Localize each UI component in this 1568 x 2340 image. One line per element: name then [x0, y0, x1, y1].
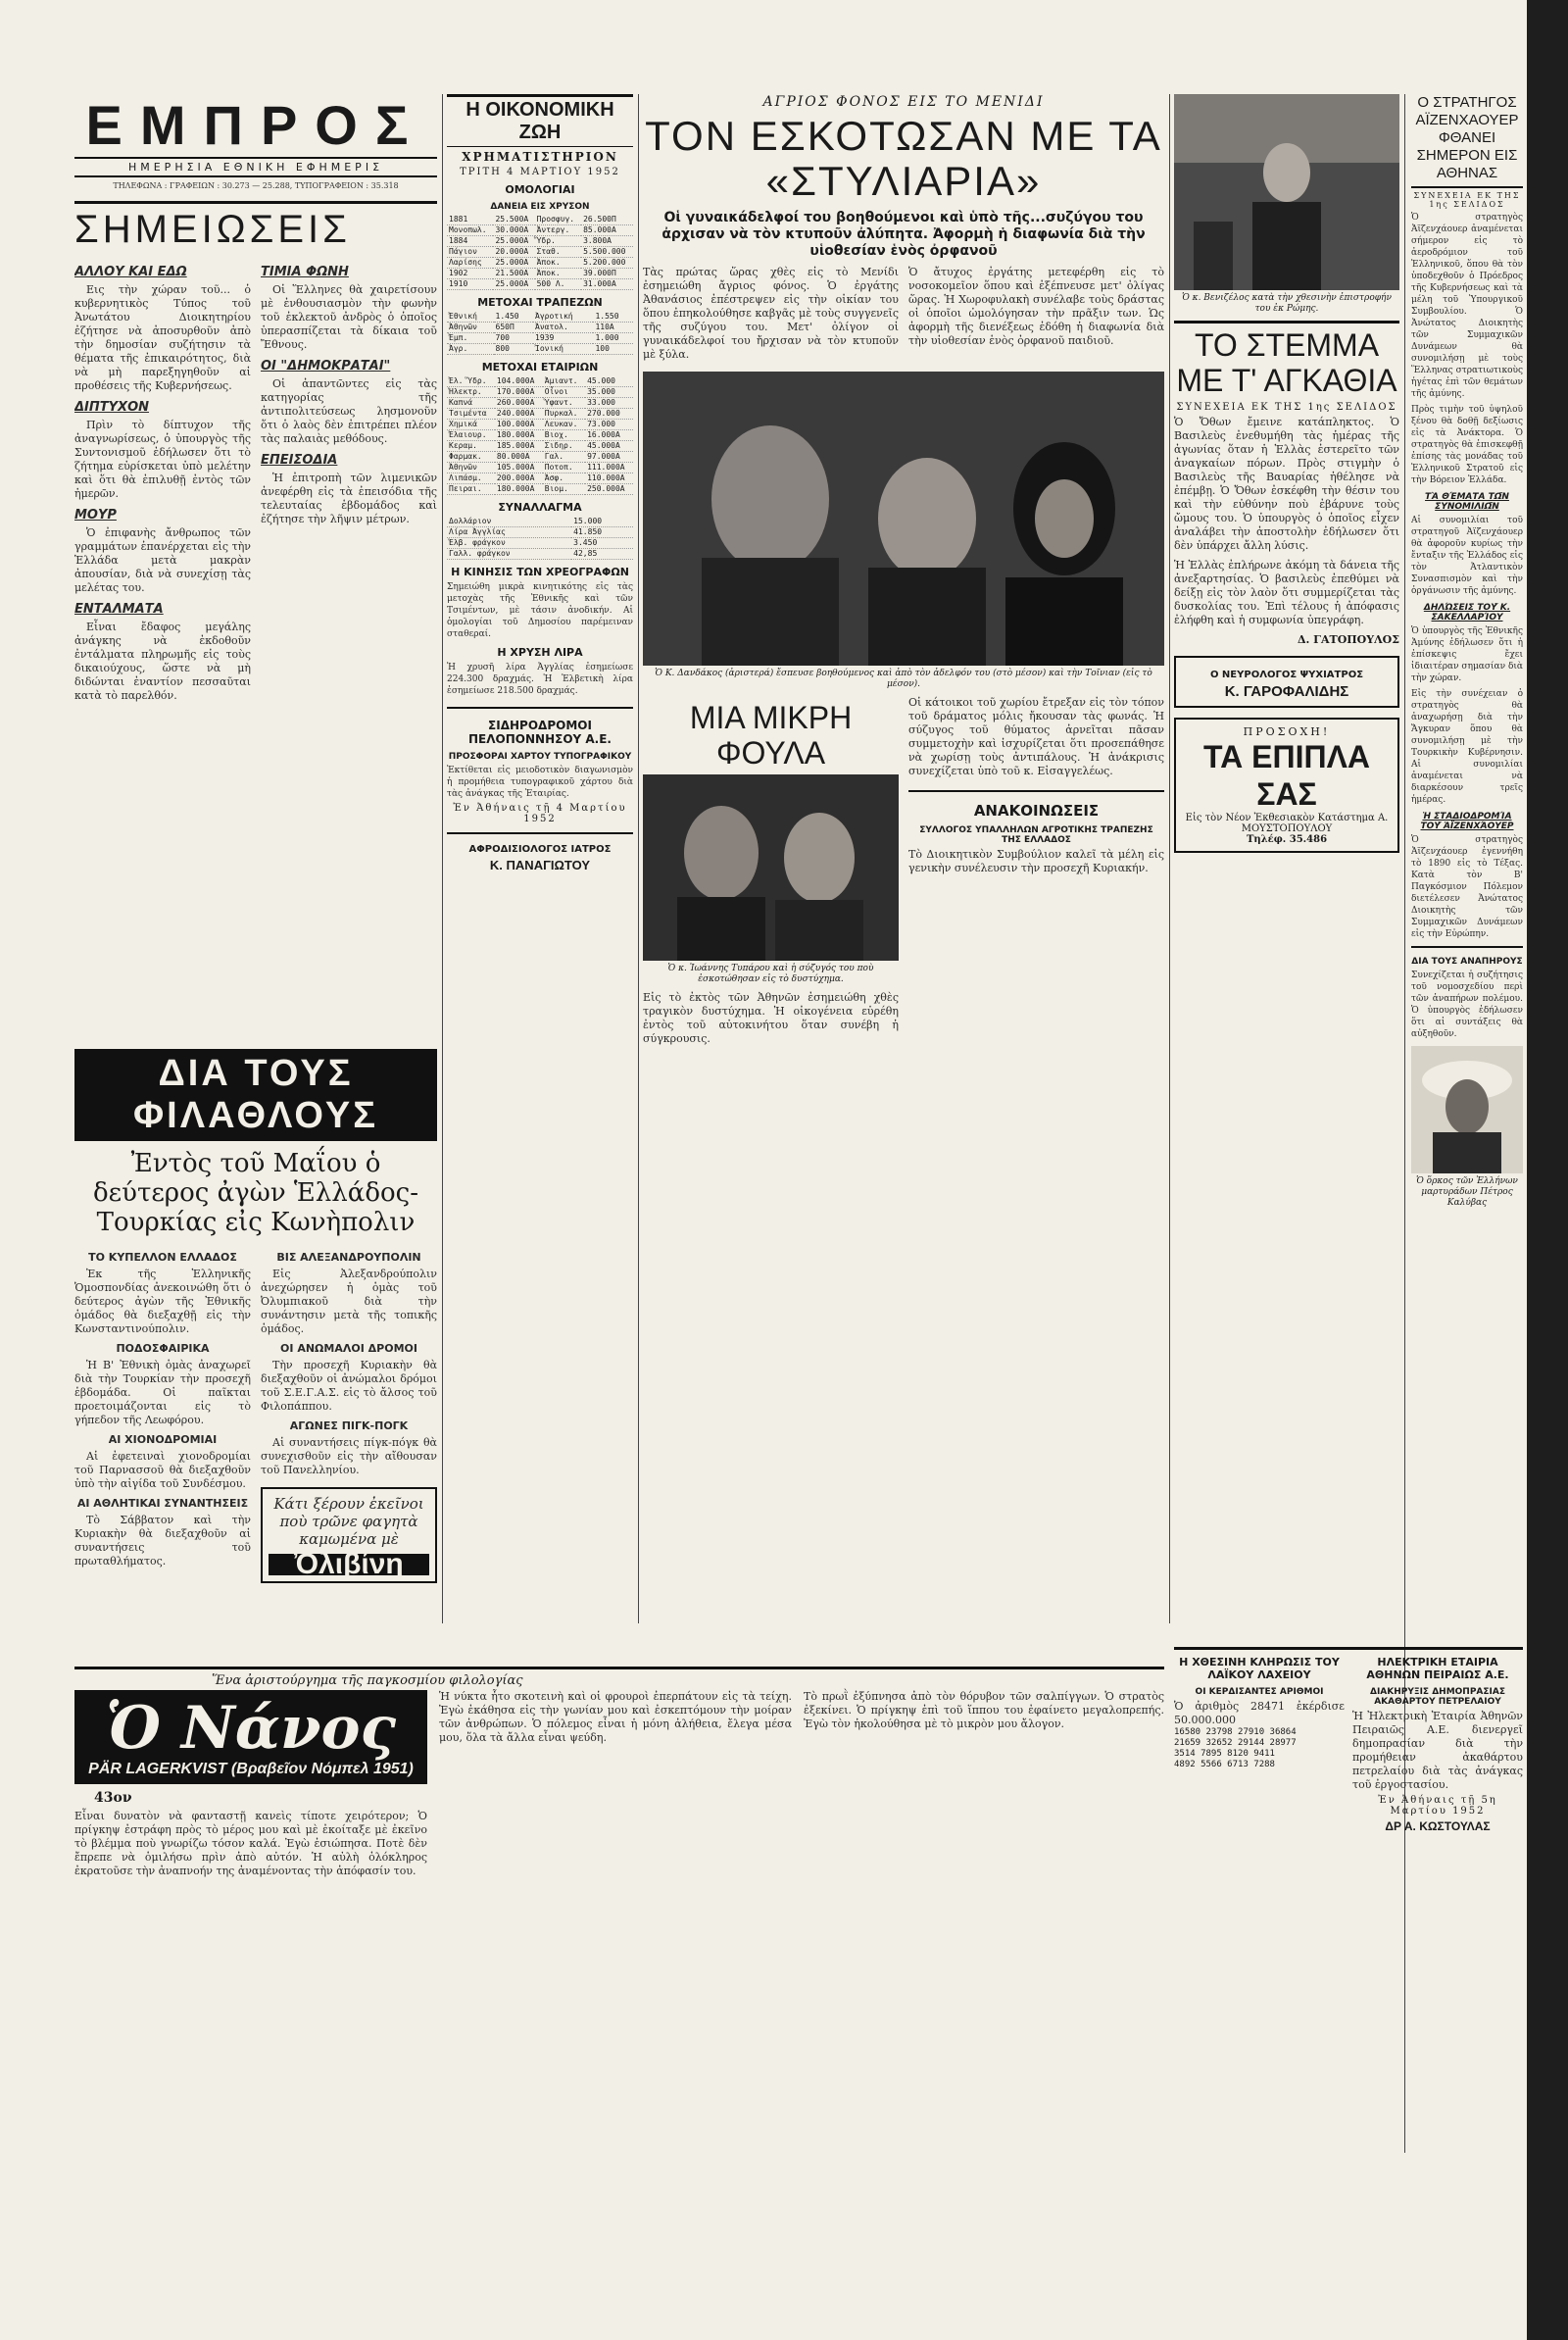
notes-column-1: [74, 258, 251, 708]
notes-head-3: ΜΟΥΡ: [74, 508, 117, 523]
notes-col2-text-3: Ἡ ἐπιτροπὴ τῶν λιμενικῶν ἀνεφέρθη εἰς τὰ ἐπεισόδια τῆς τελευταίας ἑβδομάδος καὶ ἐζήτησε τὴν λῆψιν μέτρων.: [261, 472, 437, 525]
flight-caption: Ὁ κ. Ἰωάννης Τυπάρου καὶ ἡ σύζυγός του ποὺ ἐσκοτώθησαν εἰς τὸ δυστύχημα.: [667, 964, 874, 984]
crown-text-2: Ἡ Ἑλλὰς ἐπλήρωνε ἀκόμη τὰ δάνεια τῆς ἀνεξαρτησίας. Ὁ βασιλεὺς ἐπεθύμει νὰ δείξῃ εἰς τὸν λαὸν ὅτι συμμερίζεται τὰς δυσκολίας του. Ἐπὶ τέλους ἡ ἀπόφασις ἐλήφθη καὶ ἡ συμφωνία ὑπεγράφη.: [1174, 559, 1399, 626]
nanos-author: PÄR LAGERKVIST (Βραβεῖον Νόμπελ 1951): [88, 1761, 414, 1777]
sports-column-1: [74, 1245, 251, 1583]
crime-photo: [643, 372, 1164, 666]
sports-head-2: ΠΟΔΟΣΦΑΙΡΙΚΑ: [116, 1342, 210, 1355]
sports-col2-text-2: Τὴν προσεχῆ Κυριακὴν θὰ διεξαχθοῦν οἱ ἀνώμαλοι δρόμοι τοῦ Σ.Ε.Γ.Α.Σ. εἰς τὸ ἄλσος τοῦ Φιλοπάππου.: [261, 1359, 437, 1413]
notes-column-2: [261, 258, 437, 708]
crime-text-2: Ὁ ἄτυχος ἐργάτης μετεφέρθη εἰς τὸ νοσοκομεῖον ὅπου καὶ ἐξέπνευσε μετ' ὀλίγας ὥρας. Ἡ Χωροφυλακὴ συνέλαβε τοὺς δράστας οἱ ὁποῖοι ὡμολόγησαν τὴν πρᾶξιν των. Ὡς ἀφορμὴ τῆς διενέξεως ἐδόθη ἡ διαφωνία διὰ τὴν υἱοθεσίαν ἑνὸς ὀρφανοῦ παιδιοῦ.: [908, 266, 1164, 347]
notes-col2-text-2: Οἱ ἀπαντῶντες εἰς τὰς κατηγορίας τῆς ἀντιπολιτεύσεως λησμονοῦν ὅτι ὁ λαὸς δὲν ἐπιτρέπει πλέον τὰς παλαιὰς μεθόδους.: [261, 377, 437, 445]
finance-subtitle: ΧΡΗΜΑΤΙΣΤΗΡΙΟΝ: [462, 150, 618, 164]
sports-col2-head-1: ΒΙΣ ΑΛΕΞΑΝΔΡΟΥΠΟΛΙΝ: [276, 1251, 421, 1264]
nanos-text-1: Εἶναι δυνατὸν νὰ φανταστῇ κανεὶς τίποτε χειρότερον; Ὁ πρίγκηψ ἐστράφη πρὸς τὸ μέρος μου καὶ μὲ ἐκοίταξε μὲ ἐκεῖνο τὸ βλέμμα ποὺ γνωρίζω τόσον καλά. Ἐγὼ ἐσιώπησα. Ποτὲ δὲν ἔπρεπε νὰ ὁμιλήσω πρὶν ἀπὸ αὐτόν. Ἡ αὐλὴ ὁλόκληρος ἐκρατοῦσε τὴν ἀναπνοήν της ἀναμένοντας τὴν ἀπόφασίν του.: [74, 1810, 427, 1877]
furniture-text: Εἰς τὸν Νέον Ἐκθεσιακὸν Κατάστημα Α. ΜΟΥΣΤΟΠΟΥΛΟΥ: [1185, 813, 1389, 834]
notes-title: ΣΗΜΕΙΩΣΕΙΣ: [74, 201, 437, 252]
nanos-title: Ὁ Νάνος: [105, 1694, 397, 1763]
left-column-top: [74, 94, 437, 1074]
table-row: Δολλάριον 15.000: [447, 517, 633, 527]
invalids-box: [1411, 946, 1523, 1040]
electric-and-lottery: [1174, 1647, 1523, 2199]
sports-head-4: ΑΙ ΑΘΛΗΤΙΚΑΙ ΣΥΝΑΝΤΗΣΕΙΣ: [76, 1497, 249, 1510]
neurologist-ad: [1174, 656, 1399, 708]
masthead-title: ΕΜΠΡΟΣ: [85, 94, 426, 156]
lottery-row: 3514 7895 8120 9411: [1174, 1749, 1275, 1759]
crown-headline: ΤΟ ΣΤΕΜΜΑ ΜΕ Τ' ΑΓΚΑΘΙΑ: [1174, 321, 1399, 398]
crime-deck: Οἱ γυναικάδελφοί του βοηθούμενοι καὶ ὑπὸ τῆς...συζύγου του ἀρχισαν νὰ τὸν κτυποῦν ἀλύπητα. Ἀφορμὴ ἡ διαφωνία διὰ τὴν υἱοθεσίαν ἑνὸς ὀρφανοῦ: [662, 210, 1146, 259]
notes-text-3: Ὁ ἐπιφανὴς ἄνθρωπος τῶν γραμμάτων ἐπανέρχεται εἰς τὴν Ἑλλάδα μετὰ μακρὰν ἀπουσίαν, διὰ νὰ συνεχίσῃ τὰς μελέτας του.: [74, 526, 251, 594]
eisenhower-text-2: Πρὸς τιμὴν τοῦ ὑψηλοῦ ξένου θὰ δοθῇ δεξίωσις εἰς τὰ Ἀνάκτορα. Ὁ στρατηγὸς θὰ ἐπισκεφθῇ ἐπίσης τὰς μονάδας τοῦ Ἑλληνικοῦ Στρατοῦ εἰς τὴν Βόρειον Ἑλλάδα.: [1411, 405, 1523, 485]
table-row: Ἐλαιουρ. 180.000Α Βιοχ. 16.000Α: [447, 430, 633, 441]
olivini-ad: [261, 1487, 437, 1583]
sports-col2-text-3: Αἱ συναντήσεις πίγκ-πόγκ θὰ συνεχισθοῦν εἰς τὴν αἴθουσαν τοῦ Πανελληνίου.: [261, 1436, 437, 1476]
invalids-text: Συνεχίζεται ἡ συζήτησις τοῦ νομοσχεδίου περὶ τῶν ἀναπήρων πολέμου. Ὁ ὑπουργὸς ἐδήλωσεν ὅτι αἱ συντάξεις θὰ αὐξηθοῦν.: [1411, 971, 1523, 1039]
eisenhower-sub-1: ΤᾺ ΘΈΜΑΤΑ ΤΩ͂Ν ΣΥΝΟΜΙΛΙΩ͂Ν: [1425, 492, 1509, 512]
sports-col2-head-2: ΟΙ ΑΝΩΜΑΛΟΙ ΔΡΟΜΟΙ: [280, 1342, 417, 1355]
finance-column: [447, 94, 633, 1623]
sports-col2-head-3: ΑΓΩΝΕΣ ΠΙΓΚ-ΠΟΓΚ: [289, 1419, 409, 1432]
sports-column-2: [261, 1245, 437, 1583]
table-row: Χημικά 100.000Α Λευκαν. 73.000: [447, 420, 633, 430]
table-row: Ἀθηνῶν 650Π Ἀνατολ. 110Α: [447, 323, 633, 333]
finance-section-7: Η ΧΡΥΣΗ ΛΙΡΑ: [497, 646, 583, 659]
lottery-text: Ὁ ἀριθμὸς 28471 ἐκέρδισε 50.000.000: [1174, 1700, 1345, 1726]
notes-col2-text-1: Οἱ Ἕλληνες θὰ χαιρετίσουν μὲ ἐνθουσιασμὸν τὴν φωνὴν τοῦ ἐκλεκτοῦ ἀνδρὸς ὁ ὁποῖος ὑπερασπίζεται τὰ δίκαια τοῦ Ἔθνους.: [261, 283, 437, 351]
announce-title: ΑΝΑΚΟΙΝΩΣΕΙΣ: [973, 802, 1100, 820]
sports-band: ΔΙΑ ΤΟΥΣ ΦΙΛΑΘΛΟΥΣ: [74, 1049, 437, 1141]
crime-headline: ΤΟΝ ΕΣΚΟΤΩΣΑΝ ΜΕ ΤΑ «ΣΤΥΛΙΑΡΙΑ»: [645, 113, 1162, 204]
crime-caption: Ὁ Κ. Δανδάκος (ἀριστερά) ἔσπευσε βοηθούμενος καὶ ἀπὸ τὸν ἀδελφόν του (στὸ μέσον) καὶ τὴν Τοῖνιαν (εἰς τὸ μέσον).: [655, 669, 1152, 689]
table-row: Λιπάσμ. 200.000Α Ἀσφ. 110.000Α: [447, 473, 633, 484]
table-row: 1881 25.500Α Προσφυγ. 26.500Π: [447, 215, 633, 225]
furniture-title: ΤΑ ΕΠΙΠΛΑ ΣΑΣ: [1202, 739, 1371, 812]
announcements: [908, 790, 1164, 875]
finance-section-4: ΜΕΤΟΧΑΙ ΕΤΑΙΡΙΩΝ: [481, 361, 599, 373]
doctor-ad: [447, 832, 633, 872]
nanos-serial: [74, 1667, 1164, 2199]
portrait-caption: Ὁ ὅρκος τῶν Ἑλλήνων μαρτυράδων Πέτρος Καλύβας: [1416, 1176, 1518, 1208]
sports-text-3: Αἱ ἐφετειναὶ χιονοδρομίαι τοῦ Παρνασσοῦ θὰ διεξαχθοῦν ὑπὸ τὴν αἰγίδα τοῦ Συνδέσμου.: [74, 1450, 251, 1490]
flight-text: Εἰς τὸ ἐκτὸς τῶν Ἀθηνῶν ἐσημειώθη χθὲς τραγικὸν δυστύχημα. Ἡ οἰκογένεια εὑρέθη ἐντὸς τοῦ αὐτοκινήτου ὅταν συνέβη ἡ σύγκρουσις.: [643, 991, 899, 1045]
crime-text-1: Τὰς πρώτας ὥρας χθὲς εἰς τὸ Μενίδι ἐσημειώθη ἄγριος φόνος. Ὁ ἐργάτης Ἀθανάσιος ἐπέστρεψεν εἰς τὴν οἰκίαν του ὅπου ἐπηκολούθησε καβγᾶς μὲ τοὺς συγγενεῖς τῆς συζύγου του. Μετ' ὀλίγον οἱ γυναικάδελφοί του ἤρχισαν νὰ τὸν κτυποῦν μὲ ξύλα.: [643, 266, 899, 361]
eisenhower-headline: Ο ΣΤΡΑΤΗΓΟΣ ΑΪΖΕΝΧΑΟΥΕΡ ΦΘΑΝΕΙ ΣΗΜΕΡΟΝ ΕΙΣ ΑΘΗΝΑΣ: [1411, 94, 1523, 188]
table-row: Πάγιον 20.000Α Σταθ. 5.500.000: [447, 247, 633, 258]
doctor-title: ΑΦΡΟΔΙΣΙΟΛΟΓΟΣ ΙΑΤΡΟΣ: [468, 844, 612, 855]
masthead-subtitle: ΗΜΕΡΗΣΙΑ ΕΘΝΙΚΗ ΕΦΗΜΕΡΙΣ: [74, 157, 437, 177]
venizelos-caption: Ὁ κ. Βενιζέλος κατὰ τὴν χθεσινὴν ἐπιστροφήν του ἐκ Ρώμης.: [1182, 293, 1392, 314]
table-row: Καπνά 260.000Α Ὑφαντ. 33.000: [447, 398, 633, 409]
finance-section-6: Η ΚΙΝΗΣΙΣ ΤΩΝ ΧΡΕΟΓΡΑΦΩΝ: [451, 566, 629, 578]
eisenhower-sub2-text: Ὁ ὑπουργὸς τῆς Ἐθνικῆς Ἀμύνης ἐδήλωσεν ὅτι ἡ ἐπίσκεψις ἔχει ἰδιαιτέραν σημασίαν διὰ τὴν χώραν.: [1411, 626, 1523, 683]
masthead-info: ΤΗΛΕΦΩΝΑ : ΓΡΑΦΕΙΩΝ : 30.273 — 25.288, ΤΥΠΟΓΡΑΦΕΙΟΝ : 35.318: [113, 181, 399, 190]
table-row: Ἡλεκτρ. 170.000Α Οἶνοι 35.000: [447, 387, 633, 398]
railway-title: ΣΙΔΗΡΟΔΡΟΜΟΙ ΠΕΛΟΠΟΝΝΗΣΟΥ Α.Ε.: [468, 719, 612, 746]
finance-date: ΤΡΙΤΗ 4 ΜΑΡΤΙΟΥ 1952: [460, 167, 620, 177]
nanos-part: 43ον: [94, 1790, 132, 1806]
bank-shares-table: [447, 312, 633, 355]
electric-title: ΗΛΕΚΤΡΙΚΗ ΕΤΑΙΡΙΑ ΑΘΗΝΩΝ ΠΕΙΡΑΙΩΣ Α.Ε.: [1366, 1656, 1509, 1681]
sports-text-1: Ἐκ τῆς Ἑλληνικῆς Ὁμοσπονδίας ἀνεκοινώθη ὅτι ὁ δεύτερος ἀγὼν τῆς Ἐθνικῆς ὁμάδος θὰ διεξαχθῇ εἰς τὴν Κωνσταντινούπολιν.: [74, 1268, 251, 1335]
flight-headline: ΜΙΑ ΜΙΚΡΗ ΦΟΥΛΑ: [689, 700, 853, 771]
railway-notice: [447, 707, 633, 824]
lottery-row: 4892 5566 6713 7288: [1174, 1760, 1275, 1769]
sports-text-2: Ἡ Β' Ἐθνικὴ ὁμὰς ἀναχωρεῖ διὰ τὴν Τουρκίαν τὴν προσεχῆ ἑβδομάδα. Οἱ παῖκται προετοιμάζονται εἰς τὸ γήπεδον τῆς Λεωφόρου.: [74, 1359, 251, 1426]
table-row: 1910 25.000Α 500 Λ. 31.000Α: [447, 279, 633, 290]
nanos-text-2: Ἡ νύκτα ἦτο σκοτεινὴ καὶ οἱ φρουροὶ ἐπερπάτουν εἰς τὰ τείχη. Ἐγὼ ἐκάθησα εἰς τὴν γωνίαν μου καὶ ἐσκεπτόμουν τὴν μοίραν τῶν ἀνθρώπων. Ὁ πόλεμος εἶναι ἡ μόνη ἀλήθεια, ἔλεγα μέσα μου, ὅλα τὰ ἄλλα εἶναι ψεύδη.: [439, 1690, 792, 1744]
table-row: Γαλλ. φράγκον 42,85: [447, 549, 633, 560]
crime-story: [643, 94, 1164, 1623]
crown-text: Ὁ Ὄθων ἔμεινε κατάπληκτος. Ὁ Βασιλεὺς ἐνεθυμήθη τὰς ἡμέρας τῆς ἀγωνίας ὅταν ἡ Ἑλλὰς ἐστερεῖτο τῶν ἀναγκαίων πόρων. Πρὸς στιγμὴν ὁ Βασιλεὺς τῆς Βαυαρίας ἠθέλησε νὰ ἐπέμβῃ. Ὁ Ὄθων ἐσκέφθη τὴν θέσιν του καὶ τὴν εὐθύνην ποὺ ἐβάρυνε τοὺς ὤμους του. Ὁ ὑπουργὸς ὁ ὁποῖος εἶχεν ἀναλάβει τὴν ἀποστολὴν ἐδήλωσεν ὅτι δὲν ὑπάρχει ἄλλη λύσις.: [1174, 416, 1399, 552]
venizelos-photo-image: [1174, 94, 1399, 290]
notes-col2-head-1: ΤΙΜΙΑ ΦΩΝΗ: [261, 265, 349, 279]
railway-date: Ἐν Ἀθήναις τῇ 4 Μαρτίου 1952: [453, 803, 627, 824]
flight-photo-image: [643, 774, 899, 961]
nanos-banner: [74, 1690, 427, 1784]
table-row: 1884 25.000Α Ὕδρ. 3.800Α: [447, 236, 633, 247]
neurologist-title: Ο ΝΕΥΡΟΛΟΓΟΣ ΨΥΧΙΑΤΡΟΣ: [1209, 670, 1364, 680]
invalids-title: ΔΙΑ ΤΟΥΣ ΑΝΑΠΗΡΟΥΣ: [1411, 957, 1523, 967]
table-row: Ἐμπ. 700 1939 1.000: [447, 333, 633, 344]
notes-head-1: ΑΛΛΟΥ ΚΑΙ ΕΔΩ: [74, 265, 187, 279]
railway-text: Ἐκτίθεται εἰς μειοδοτικὸν διαγωνισμὸν ἡ προμήθεια τυπογραφικοῦ χάρτου διὰ τὰς ἀνάγκας τῆς Ἑταιρίας.: [447, 766, 633, 799]
olivini-brand: Ὀλιβίνη: [269, 1554, 429, 1575]
table-row: Μονοπωλ. 30.000Α Ἀντεργ. 85.000Α: [447, 225, 633, 236]
table-row: Φαρμακ. 80.000Α Γαλ. 97.000Α: [447, 452, 633, 463]
electric-box: [1352, 1650, 1523, 1833]
sports-col2-text-1: Εἰς Ἀλεξανδρούπολιν ἀνεχώρησεν ἡ ὁμὰς τοῦ Ὀλυμπιακοῦ διὰ τὴν συνάντησιν μετὰ τῆς τοπικῆς ὁμάδος.: [261, 1268, 437, 1335]
eisenhower-text: Ὁ στρατηγὸς Ἀϊζενχάουερ ἀναμένεται σήμερον εἰς τὸ ἀεροδρόμιον τοῦ Ἑλληνικοῦ, ὅπου θὰ τὸν ὑποδεχθοῦν ὁ Πρόεδρος τῆς Κυβερνήσεως καὶ τὰ μέλη τοῦ Ὑπουργικοῦ Συμβουλίου. Ὁ Ἀνώτατος Διοικητὴς τῶν Συμμαχικῶν Δυνάμεων θὰ συνομιλήσῃ μὲ τοὺς Ἕλληνας στρατιωτικοὺς ἡγέτας ἐπὶ τῶν θεμάτων τῆς ἀμύνης.: [1411, 213, 1523, 399]
notes-head-4: ΕΝΤΑΛΜΑΤΑ: [74, 602, 164, 617]
crime-kicker: ΑΓΡΙΟΣ ΦΟΝΟΣ ΕΙΣ ΤΟ ΜΕΝΙΔΙ: [762, 94, 1045, 110]
lottery-sub: ΟΙ ΚΕΡΔΙΣΑΝΤΕΣ ΑΡΙΘΜΟΙ: [1195, 1687, 1324, 1697]
table-row: Πειραι. 180.000Α Βιομ. 250.000Α: [447, 484, 633, 495]
crime-lower-left: [643, 696, 899, 1046]
eisenhower-sub1-text: Αἱ συνομιλίαι τοῦ στρατηγοῦ Ἀϊζενχάουερ θὰ ἀφοροῦν κυρίως τὴν ἔνταξιν τῆς Ἑλλάδος εἰς τὸν Ἀτλαντικὸν Συνασπισμὸν καὶ τὴν ὀργάνωσιν τῆς ἀμύνης.: [1411, 516, 1523, 596]
column-rule-2: [638, 94, 639, 1623]
notes-text-1: Εις τὴν χώραν τοῦ... ὁ κυβερνητικὸς Τύπος τοῦ Ἀνωτάτου Διοικητηρίου ἐζήτησε νὰ ἀποσυρθοῦν ἀπὸ τὴν δημοσίαν συζήτησιν τὰ θέματα τῆς ἐπικαιρότητος, διὰ νὰ μὴ παρεξηγηθοῦν αἱ προθέσεις τῆς Κυβερνήσεως.: [74, 283, 251, 392]
nanos-text-3: Τὸ πρωῒ ἐξύπνησα ἀπὸ τὸν θόρυβον τῶν σαλπίγγων. Ὁ στρατὸς ἐξεκίνει. Ὁ πρίγκηψ ἐπὶ τοῦ ἵππου του ἐφαίνετο μεγαλοπρεπής. Ἐγὼ τὸν ἠκολούθησα μὲ τὸ μικρὸν μου ἄλογον.: [804, 1690, 1164, 1730]
column-rule-1: [442, 94, 443, 1623]
venizelos-photo: [1174, 94, 1399, 290]
sports-headline: Ἐντὸς τοῦ Μαΐου ὁ δεύτερος ἀγὼν Ἑλλάδος-Τουρκίας εἰς Κωνὴπολιν: [93, 1149, 418, 1237]
nanos-tagline: Ἕνα ἀριστούργημα τῆς παγκοσμίου φιλολογίας: [212, 1673, 523, 1688]
notes-col2-head-2: ΟΙ "ΔΗΜΟΚΡΑΤΑΙ": [261, 359, 391, 373]
electric-text: Ἡ Ἠλεκτρικὴ Ἑταιρία Ἀθηνῶν Πειραιῶς Α.Ε. διενεργεῖ δημοπρασίαν διὰ τὴν προμήθειαν ἀκαθάρτου πετρελαίου διὰ τὰς ἀνάγκας τοῦ ἐργοστασίου.: [1352, 1710, 1523, 1791]
crime-lower-right: [908, 696, 1164, 1046]
furniture-pre: ΠΡΟΣΟΧΗ!: [1243, 725, 1331, 738]
table-row: Λαρίσης 25.000Α Ἀποκ. 5.200.000: [447, 258, 633, 269]
finance-lira: Ἡ χρυσῆ λίρα Ἀγγλίας ἐσημείωσε 224.300 δραχμάς. Ἡ Ἑλβετικὴ λίρα ἐσημείωσε 218.500 δραχμάς.: [447, 663, 633, 696]
neurologist-name: Κ. ΓΑΡΟΦΑΛΙΔΗΣ: [1224, 683, 1349, 700]
finance-section-1: ΟΜΟΛΟΓΙΑΙ: [505, 183, 575, 196]
finance-section-2: ΔΑΝΕΙΑ ΕΙΣ ΧΡΥΣΟΝ: [490, 202, 590, 212]
finance-title: Η ΟΙΚΟΝΟΜΙΚΗ ΖΩΗ: [447, 94, 633, 147]
company-shares-table: [447, 376, 633, 495]
electric-date: Ἐν Ἀθήναις τῇ 5η Μαρτίου 1952: [1378, 1795, 1497, 1817]
finance-kinisis: Σημειώθη μικρὰ κινητικότης εἰς τὰς μετοχὰς τῆς Ἐθνικῆς καὶ τῶν Τσιμέντων, μὲ τάσιν ἀνοδικήν. Αἱ ὁμολογίαι τοῦ Δημοσίου παρέμειναν σταθεραί.: [447, 582, 633, 639]
sports-head-1: ΤΟ ΚΥΠΕΛΛΟΝ ΕΛΛΑΔΟΣ: [88, 1251, 237, 1264]
nanos-title-box: [74, 1690, 427, 1878]
portrait-photo: [1411, 1046, 1523, 1173]
doctor-name: Κ. ΠΑΝΑΓΙΩΤΟΥ: [489, 858, 591, 872]
furniture-ad: [1174, 718, 1399, 853]
lottery-title: Η ΧΘΕΣΙΝΗ ΚΛΗΡΩΣΙΣ ΤΟΥ ΛΑΪΚΟΥ ΛΑΧΕΙΟΥ: [1179, 1656, 1340, 1681]
notes-col2-head-3: ΕΠΕΙΣΟΔΙΑ: [261, 453, 338, 468]
olivini-ad-text: Κάτι ξέρουν ἐκεῖνοι ποὺ τρῶνε φαγητὰ καμωμένα μὲ: [273, 1495, 424, 1548]
furniture-phone: Τηλέφ. 35.486: [1246, 834, 1328, 845]
table-row: Τσιμέντα 240.000Α Πυρκαλ. 270.000: [447, 409, 633, 420]
notes-text-2: Πρὶν τὸ δίπτυχον τῆς ἀναγνωρίσεως, ὁ ὑπουργὸς τῆς Συντονισμοῦ ἐδήλωσεν ὅτι τὸ ζήτημα εὑρίσκεται ὑπὸ μελέτην καὶ ὅτι θὰ ἐπιλυθῇ ἐντὸς τῶν ἡμερῶν.: [74, 419, 251, 500]
table-row: Ἐθνική 1.450 Ἀγροτική 1.550: [447, 312, 633, 323]
table-row: 1902 21.500Α Ἀποκ. 39.000Π: [447, 269, 633, 279]
table-row: Ἀθηνῶν 105.000Α Ποτοπ. 111.000Α: [447, 463, 633, 473]
page-edge-band: [1527, 0, 1568, 2340]
electric-sub: ΔΙΑΚΗΡΥΞΙΣ ΔΗΜΟΠΡΑΣΙΑΣ ΑΚΑΘΑΡΤΟΥ ΠΕΤΡΕΛΑΙΟΥ: [1369, 1687, 1506, 1707]
table-row: Λίρα Ἀγγλίας 41.850: [447, 527, 633, 538]
flight-photo: [643, 774, 899, 961]
crown-column: [1174, 94, 1399, 1623]
announce-text: Τὸ Διοικητικὸν Συμβούλιον καλεῖ τὰ μέλη εἰς γενικὴν συνέλευσιν τὴν προσεχῆ Κυριακήν.: [908, 848, 1164, 874]
lottery-box: [1174, 1650, 1345, 1833]
sports-head-3: ΑΙ ΧΙΟΝΟΔΡΟΜΙΑΙ: [108, 1433, 218, 1446]
eisenhower-col2-text: Εἰς τὴν συνέχειαν ὁ στρατηγὸς θὰ ἀναχωρήσῃ διὰ τὴν Ἄγκυραν ὅπου θὰ συνομιλήσῃ μὲ τὴν Τουρκικὴν Κυβέρνησιν. Αἱ συνομιλίαι ἀναμένεται νὰ διαρκέσουν τρεῖς ἡμέρας.: [1411, 689, 1523, 805]
notes-text-4: Εἶναι ἔδαφος μεγάλης ἀνάγκης νὰ ἐκδοθοῦν ἐντάλματα πληρωμῆς εἰς τοὺς δικαιούχους, ὥστε νὰ μὴ διδώνται ἐναντίον πεσσαῦται κατὰ τὸ παρελθόν.: [74, 621, 251, 702]
eisenhower-story: [1411, 94, 1523, 1623]
exchange-table: [447, 517, 633, 560]
electric-doctor: ΔΡ Α. ΚΩΣΤΟΥΛΑΣ: [1385, 1819, 1491, 1833]
portrait-photo-image: [1411, 1046, 1523, 1173]
crown-byline: ΣΥΝΕΧΕΙΑ ΕΚ ΤΗΣ 1ης ΣΕΛΙΔΟΣ: [1176, 402, 1397, 413]
bonds-table: [447, 215, 633, 290]
crime-photo-image: [643, 372, 1164, 666]
eisenhower-sub3-text: Ὁ στρατηγὸς Ἀϊζενχάουερ ἐγεννήθη τὸ 1890 εἰς τὸ Τέξας. Κατὰ τὸν Β' Παγκόσμιον Πόλεμον διετέλεσεν Ἀνώτατος Διοικητὴς τῶν Συμμαχικῶν Δυνάμεων εἰς τὴν Εὐρώπην.: [1411, 835, 1523, 939]
table-row: Ἐλ. Ὕδρ. 104.000Α Ἀμιαντ. 45.000: [447, 376, 633, 387]
eisenhower-byline: ΣΥΝΕΧΕΙΑ ΕΚ ΤΗΣ 1ης ΣΕΛΙΔΟΣ: [1413, 191, 1521, 209]
finance-section-5: ΣΥΝΑΛΛΑΓΜΑ: [498, 501, 582, 514]
notes-head-2: ΔΙΠΤΥΧΟΝ: [74, 400, 150, 415]
crown-author: Δ. ΓΑΤΟΠΟΥΛΟΣ: [1297, 633, 1399, 646]
eisenhower-sub-2: ΔΗΛΏΣΕΙΣ ΤΟΥ͂ Κ. ΣΑΚΕΛΛΑΡΊΟΥ: [1423, 603, 1511, 622]
column-rule-3: [1169, 94, 1170, 1623]
table-row: Ἀγρ. 800 Ἰονική 100: [447, 344, 633, 355]
sports-section: [74, 1049, 437, 1735]
announce-sub: ΣΥΛΛΟΓΟΣ ΥΠΑΛΛΗΛΩΝ ΑΓΡΟΤΙΚΗΣ ΤΡΑΠΕΖΗΣ ΤΗΣ ΕΛΛΑΔΟΣ: [919, 825, 1153, 845]
column3-text: Οἱ κάτοικοι τοῦ χωρίου ἔτρεξαν εἰς τὸν τόπον τοῦ δράματος μόλις ἤκουσαν τὰς φωνάς. Ἡ σύζυγος τοῦ θύματος ἀρνεῖται πᾶσαν συμμετοχὴν καὶ ἰσχυρίζεται ὅτι προσεπάθησε νὰ χωρίσῃ τοὺς ἀντιπάλους. Ἡ ἀνάκρισις συνεχίζεται ὑπὸ τοῦ κ. Εἰσαγγελέως.: [908, 696, 1164, 777]
table-row: Κεραμ. 185.000Α Σιδηρ. 45.000Α: [447, 441, 633, 452]
railway-sub: ΠΡΟΣΦΟΡΑΙ ΧΑΡΤΟΥ ΤΥΠΟΓΡΑΦΙΚΟΥ: [448, 752, 632, 762]
finance-section-3: ΜΕΤΟΧΑΙ ΤΡΑΠΕΖΩΝ: [477, 296, 603, 309]
table-row: Ἑλβ. φράγκον 3.450: [447, 538, 633, 549]
lottery-row: 16580 23798 27910 36864: [1174, 1727, 1297, 1737]
sports-text-4: Τὸ Σάββατον καὶ τὴν Κυριακὴν θὰ διεξαχθοῦν αἱ συναντήσεις τοῦ πρωταθλήματος.: [74, 1514, 251, 1568]
lottery-row: 21659 32652 29144 28977: [1174, 1738, 1297, 1748]
eisenhower-sub-3: Ἡ ΣΤΑΔΙΟΔΡΟΜΊΑ ΤΟΥ͂ ἈΪΖΕΝΧΆΟΥΕΡ: [1420, 812, 1514, 831]
